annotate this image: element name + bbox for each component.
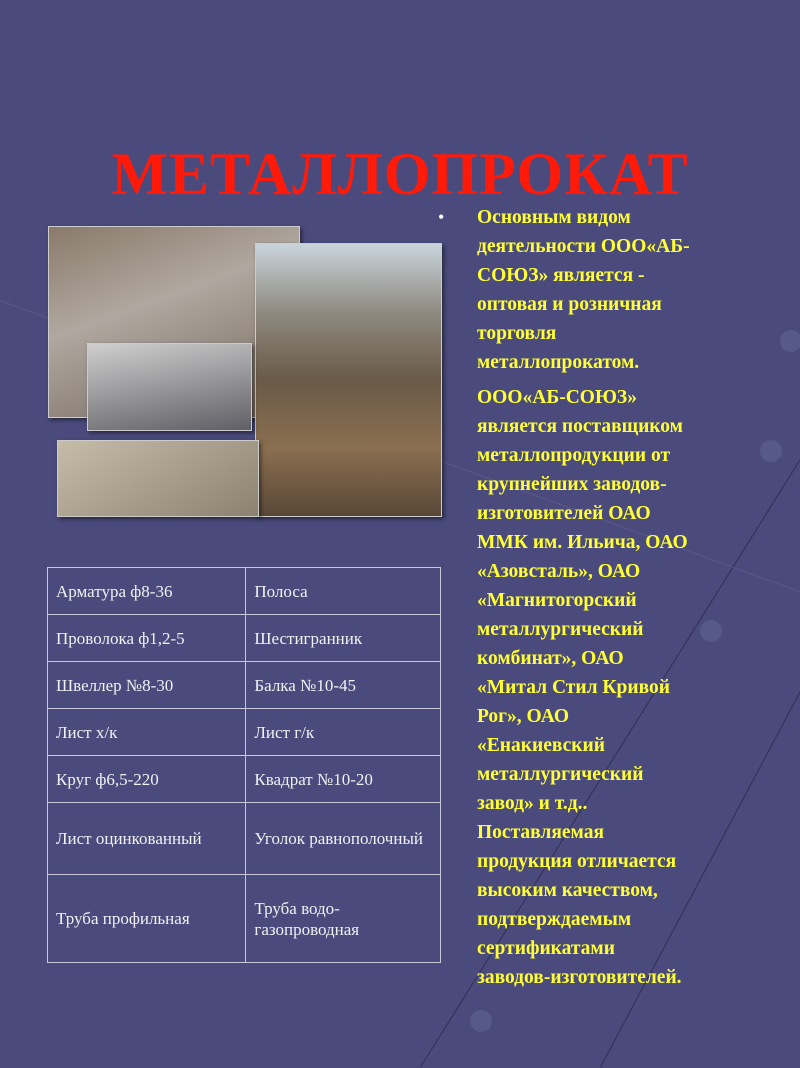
text-line: ММК им. Ильича, ОАО — [477, 532, 688, 553]
text-line: крупнейших заводов- — [477, 474, 667, 495]
bullet-icon: • — [438, 207, 445, 227]
table-cell: Проволока ф1,2-5 — [48, 615, 246, 662]
table-cell: Лист г/к — [246, 709, 441, 756]
text-line: «Енакиевский — [477, 735, 605, 756]
text-line: сертификатами — [477, 938, 615, 959]
steel-stack-photo — [57, 440, 259, 517]
text-line: заводов-изготовителей. — [477, 967, 682, 988]
paragraph-2 — [477, 383, 690, 992]
text-line: изготовителей ОАО — [477, 503, 651, 524]
background-dot — [470, 1010, 492, 1032]
description-text — [477, 203, 690, 992]
steel-rods-photo — [255, 243, 442, 517]
products-table — [47, 567, 441, 963]
table-cell: Квадрат №10-20 — [246, 756, 441, 803]
table-cell: Уголок равнополочный — [246, 803, 441, 875]
text-line: «Азовсталь», ОАО — [477, 561, 641, 582]
text-line: «Магнитогорский — [477, 590, 637, 611]
text-line: металлургический — [477, 619, 644, 640]
text-line: высоким качеством, — [477, 880, 658, 901]
table-cell: Полоса — [246, 568, 441, 615]
table-row — [48, 803, 441, 875]
text-line: Основным видом — [477, 207, 631, 228]
text-line: оптовая и розничная — [477, 294, 662, 315]
table-row — [48, 615, 441, 662]
text-line: торговля — [477, 323, 557, 344]
background-dot — [780, 330, 800, 352]
text-line: металлопродукции от — [477, 445, 671, 466]
text-line: Рог», ОАО — [477, 706, 570, 727]
text-line: «Митал Стил Кривой — [477, 677, 671, 698]
table-cell: Лист х/к — [48, 709, 246, 756]
text-line: комбинат», ОАО — [477, 648, 624, 669]
text-line: металлургический — [477, 764, 644, 785]
background-dot — [700, 620, 722, 642]
table-cell: Арматура ф8-36 — [48, 568, 246, 615]
background-dot — [760, 440, 782, 462]
table-cell: Балка №10-45 — [246, 662, 441, 709]
steel-plates-photo — [87, 343, 252, 431]
table-cell: Лист оцинкованный — [48, 803, 246, 875]
slide-title: МЕТАЛЛОПРОКАТ — [111, 141, 689, 207]
text-line: СОЮЗ» является - — [477, 265, 645, 286]
table-row — [48, 568, 441, 615]
table-cell: Шестигранник — [246, 615, 441, 662]
table-row — [48, 662, 441, 709]
table-cell: Труба профильная — [48, 875, 246, 963]
table-cell: Труба водо-газопроводная — [246, 875, 441, 963]
text-line: металлопрокатом. — [477, 352, 640, 373]
table-cell: Швеллер №8-30 — [48, 662, 246, 709]
paragraph-1 — [477, 203, 690, 377]
table-row — [48, 756, 441, 803]
text-line: является поставщиком — [477, 416, 683, 437]
text-line: ООО«АБ-СОЮЗ» — [477, 387, 637, 408]
table-cell: Круг ф6,5-220 — [48, 756, 246, 803]
table-row — [48, 875, 441, 963]
text-line: подтверждаемым — [477, 909, 632, 930]
text-line: завод» и т.д.. — [477, 793, 588, 814]
text-line: продукция отличается — [477, 851, 677, 872]
text-line: деятельности ООО«АБ- — [477, 236, 690, 257]
text-line: Поставляемая — [477, 822, 605, 843]
table-row — [48, 709, 441, 756]
